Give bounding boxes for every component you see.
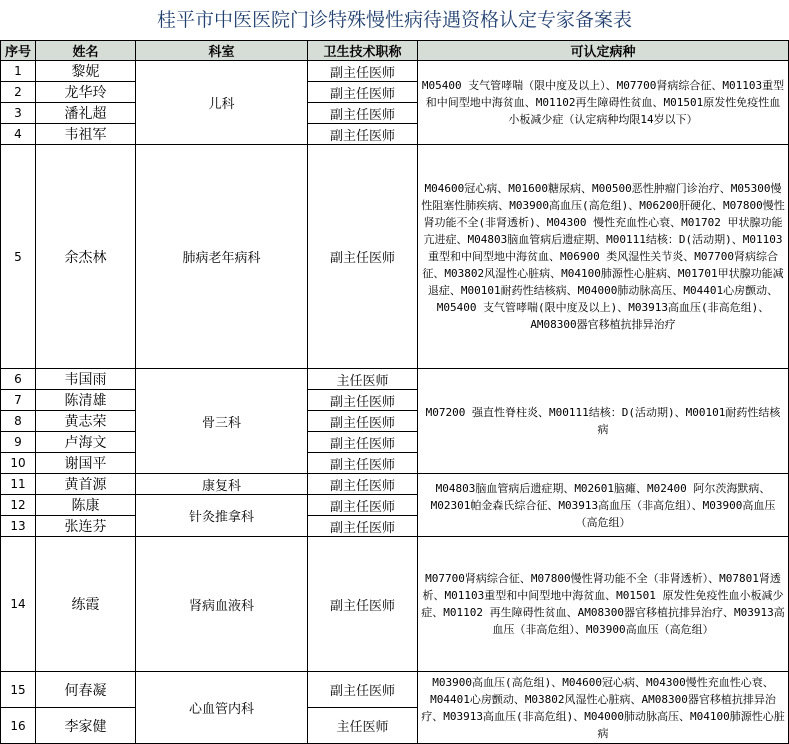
table-row xyxy=(1,474,789,495)
row-title: 副主任医师 xyxy=(308,390,418,411)
header-no: 序号 xyxy=(1,41,36,61)
header-title: 卫生技术职称 xyxy=(308,41,418,61)
row-title: 主任医师 xyxy=(308,708,418,744)
table-row xyxy=(1,537,789,672)
row-name: 陈清雄 xyxy=(36,390,136,411)
row-no: 14 xyxy=(1,537,36,672)
row-no: 10 xyxy=(1,453,36,474)
row-title: 副主任医师 xyxy=(308,537,418,672)
row-title: 副主任医师 xyxy=(308,103,418,124)
disease-cell: M03900高血压(高危组)、M04600冠心病、M04300慢性充血性心衰、M04401心房颤动、M03802风湿性心脏病、AM08300器官移植抗排异治疗、M03913高血压(非高危组)、M04000肺动脉高压、M04100肺源性心脏病 xyxy=(418,672,789,744)
row-no: 6 xyxy=(1,369,36,390)
row-name: 潘礼超 xyxy=(36,103,136,124)
row-no: 11 xyxy=(1,474,36,495)
row-no: 5 xyxy=(1,145,36,369)
row-name: 何春凝 xyxy=(36,672,136,708)
row-no: 8 xyxy=(1,411,36,432)
row-title: 副主任医师 xyxy=(308,495,418,516)
row-name: 卢海文 xyxy=(36,432,136,453)
row-no: 2 xyxy=(1,82,36,103)
table-row xyxy=(1,672,789,708)
disease-cell: M07200 强直性脊柱炎、M00111结核：D(活动期)、M00101耐药性结核病 xyxy=(418,369,789,474)
dept-cell: 肺病老年病科 xyxy=(136,145,308,369)
row-title: 副主任医师 xyxy=(308,411,418,432)
row-title: 副主任医师 xyxy=(308,124,418,145)
row-title: 副主任医师 xyxy=(308,432,418,453)
row-name: 黄首源 xyxy=(36,474,136,495)
disease-cell: M05400 支气管哮喘（限中度及以上）、M07700肾病综合征、M01103重型和中间型地中海贫血、M01102再生障碍性贫血、M01501原发性免疫性血小板减少症（认定病种均限14岁以下） xyxy=(418,61,789,145)
row-no: 15 xyxy=(1,672,36,708)
row-name: 黎妮 xyxy=(36,61,136,82)
header-diseases: 可认定病种 xyxy=(418,41,789,61)
row-name: 余杰林 xyxy=(36,145,136,369)
row-no: 1 xyxy=(1,61,36,82)
header-row xyxy=(1,41,789,61)
row-no: 9 xyxy=(1,432,36,453)
page-title: 桂平市中医医院门诊特殊慢性病待遇资格认定专家备案表 xyxy=(156,9,632,31)
row-name: 张连芬 xyxy=(36,516,136,537)
disease-cell: M04600冠心病、M01600糖尿病、M00500恶性肿瘤门诊治疗、M05300慢性阻塞性肺疾病、M03900高血压(高危组)、M06200肝硬化、M07800慢性肾功能不全(非肾透析)、M04300 慢性充血性心衰、M01702 甲状腺功能亢进症、M04803脑血管病后遗症期、M00111结核：D(活动期)、M01103重型和中间型地中海贫血、M06900 类风湿性关节炎、M07700肾病综合征、M03802风湿性心脏病、M04100肺源性心脏病、M01701甲状腺功能减退症、M00101耐药性结核病、M04000肺动脉高压、M04401心房颤动、M05400 支气管哮喘(限中度及以上)、M03913高血压(非高危组)、AM08300器官移植抗排异治疗 xyxy=(418,145,789,369)
row-no: 13 xyxy=(1,516,36,537)
row-title: 主任医师 xyxy=(308,369,418,390)
header-dept: 科室 xyxy=(136,41,308,61)
dept-cell: 骨三科 xyxy=(136,369,308,474)
row-name: 练霞 xyxy=(36,537,136,672)
table-row xyxy=(1,369,789,390)
dept-cell: 心血管内科 xyxy=(136,672,308,744)
header-name: 姓名 xyxy=(36,41,136,61)
row-name: 谢国平 xyxy=(36,453,136,474)
row-no: 4 xyxy=(1,124,36,145)
row-no: 7 xyxy=(1,390,36,411)
row-name: 李家健 xyxy=(36,708,136,744)
disease-cell: M04803脑血管病后遗症期、M02601脑瘫、M02400 阿尔茨海默病、M02301帕金森氏综合征、M03913高血压（非高危组）、M03900高血压（高危组） xyxy=(418,474,789,537)
row-title: 副主任医师 xyxy=(308,516,418,537)
row-title: 副主任医师 xyxy=(308,453,418,474)
row-no: 3 xyxy=(1,103,36,124)
dept-cell: 针灸推拿科 xyxy=(136,495,308,537)
dept-cell: 儿科 xyxy=(136,61,308,145)
row-no: 12 xyxy=(1,495,36,516)
row-title: 副主任医师 xyxy=(308,672,418,708)
row-name: 韦祖军 xyxy=(36,124,136,145)
dept-cell: 康复科 xyxy=(136,474,308,495)
dept-cell: 肾病血液科 xyxy=(136,537,308,672)
row-name: 黄志荣 xyxy=(36,411,136,432)
row-name: 龙华玲 xyxy=(36,82,136,103)
disease-cell: M07700肾病综合征、M07800慢性肾功能不全（非肾透析）、M07801肾透析、M01103重型和中间型地中海贫血、M01501 原发性免疫性血小板减少症、M01102 再生障碍性贫血、AM08300器官移植抗排异治疗、M03913高血压（非高危组）、M03900高血压（高危组） xyxy=(418,537,789,672)
row-title: 副主任医师 xyxy=(308,82,418,103)
row-title: 副主任医师 xyxy=(308,474,418,495)
row-name: 韦国雨 xyxy=(36,369,136,390)
table-row xyxy=(1,61,789,82)
row-title: 副主任医师 xyxy=(308,145,418,369)
row-name: 陈康 xyxy=(36,495,136,516)
table-row xyxy=(1,145,789,369)
row-title: 副主任医师 xyxy=(308,61,418,82)
row-no: 16 xyxy=(1,708,36,744)
expert-table xyxy=(0,40,789,744)
